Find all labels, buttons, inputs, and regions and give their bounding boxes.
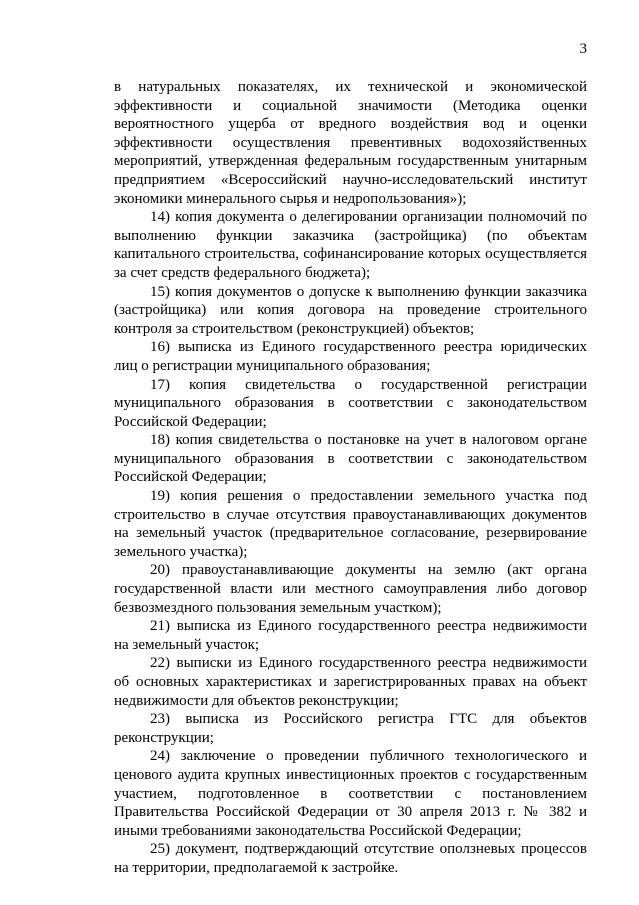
list-item-16: 16) выписка из Единого государственного реестра юридических лиц о регистрации муниципального образования; (114, 339, 587, 374)
list-item-14: 14) копия документа о делегировании организации полномочий по выполнению функции заказчика (застройщика) (по объектам капитального строительства, софинансирование которых осуществляется за счет средств федерального бюджета); (114, 209, 587, 281)
list-item-22: 22) выписки из Единого государственного реестра недвижимости об основных характеристиках и зарегистрированных правах на объект недвижимости для объектов реконструкции; (114, 655, 587, 709)
list-item-24: 24) заключение о проведении публичного технологического и ценового аудита крупных инвестиционных проектов с государственным участием, подготовленное в соответствии с постановлением Правительства Российской Федерации от 30 апреля 2013 г. № 382 и иными требованиями законодательства Российской Федерации; (114, 748, 587, 839)
list-item-25: 25) документ, подтверждающий отсутствие оползневых процессов на территории, предполагаемой к застройке. (114, 841, 587, 876)
list-item-18: 18) копия свидетельства о постановке на учет в налоговом органе муниципального образования в соответствии с законодательством Российской Федерации; (114, 432, 587, 486)
list-item-20: 20) правоустанавливающие документы на землю (акт органа государственной власти или местного самоуправления либо договор безвозмездного пользования земельным участком); (114, 562, 587, 616)
list-item-17: 17) копия свидетельства о государственной регистрации муниципального образования в соответствии с законодательством Российской Федерации; (114, 376, 587, 430)
document-body (114, 78, 587, 878)
list-item-23: 23) выписка из Российского регистра ГТС для объектов реконструкции; (114, 711, 587, 746)
paragraph-continuation: в натуральных показателях, их технической и экономической эффективности и социальной значимости (Методика оценки вероятностного ущерба от вредного воздействия вод и оценки эффективности осуществления превентивных водохозяйственных мероприятий, утвержденная федеральным государственным унитарным предприятием «Всероссийский научно-исследовательский институт экономики минерального сырья и недропользования»); (114, 79, 587, 207)
page-number: 3 (579, 41, 587, 57)
list-item-21: 21) выписка из Единого государственного реестра недвижимости на земельный участок; (114, 618, 587, 653)
list-item-15: 15) копия документов о допуске к выполнению функции заказчика (застройщика) или копия договора на проведение строительного контроля за строительством (реконструкцией) объектов; (114, 283, 587, 337)
list-item-19: 19) копия решения о предоставлении земельного участка под строительство в случае отсутствия правоустанавливающих документов на земельный участок (предварительное согласование, резервирование земельного участка); (114, 488, 587, 560)
